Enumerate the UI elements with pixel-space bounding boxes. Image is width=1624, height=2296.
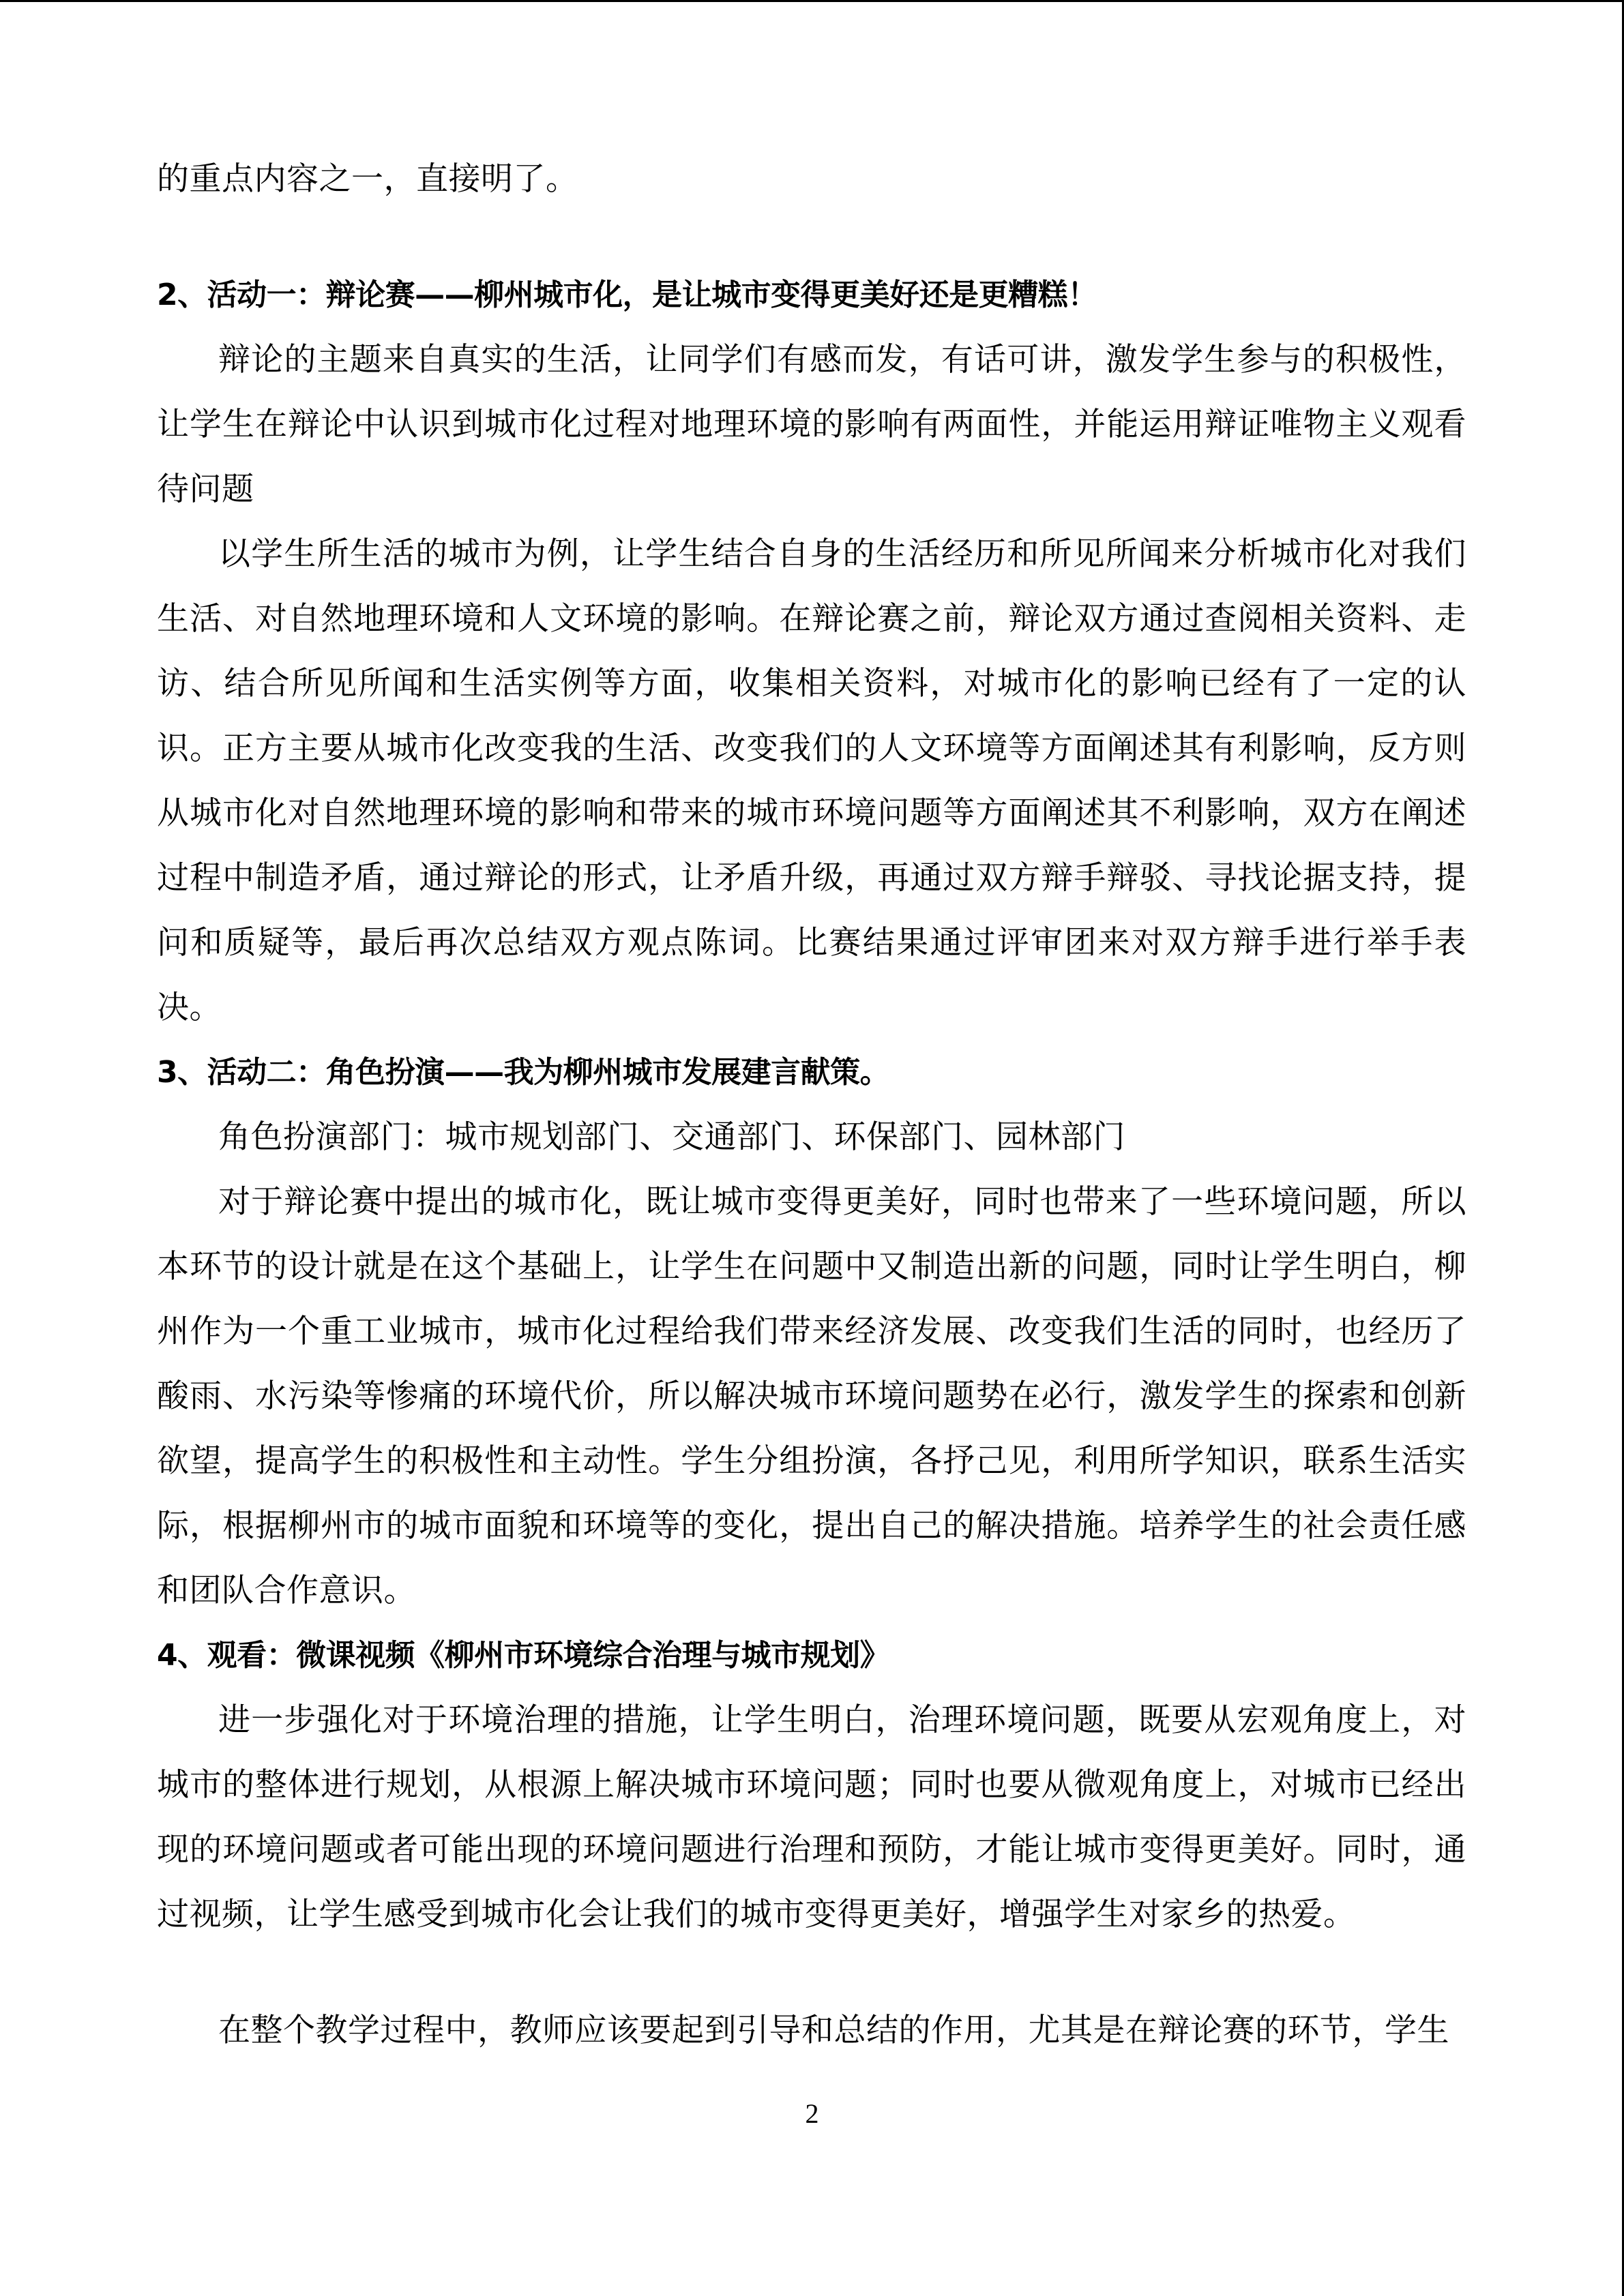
page-number: 2 <box>805 2098 819 2129</box>
section-4-paragraph-1: 进一步强化对于环境治理的措施，让学生明白，治理环境问题，既要从宏观角度上，对城市的整体进行规划，从根源上解决城市环境问题；同时也要从微观角度上，对城市已经出现的环境问题或者可能出现的环境问题进行治理和预防，才能让城市变得更美好。同时，通过视频，让学生感受到城市化会让我们的城市变得更美好，增强学生对家乡的热爱。 <box>157 1701 1466 1933</box>
closing-paragraph: 在整个教学过程中，教师应该要起到引导和总结的作用，尤其是在辩论赛的环节，学生 <box>218 2012 1449 2049</box>
section-4-heading: 4、观看：微课视频《柳州市环境综合治理与城市规划》 <box>157 1638 890 1673</box>
section-3-paragraph-2: 对于辩论赛中提出的城市化，既让城市变得更美好，同时也带来了一些环境问题，所以本环节的设计就是在这个基础上，让学生在问题中又制造出新的问题，同时让学生明白，柳州作为一个重工业城市，城市化过程给我们带来经济发展、改变我们生活的同时，也经历了酸雨、水污染等惨痛的环境代价，所以解决城市环境问题势在必行，激发学生的探索和创新欲望，提高学生的积极性和主动性。学生分组扮演，各抒己见，利用所学知识，联系生活实际，根据柳州市的城市面貌和环境等的变化，提出自己的解决措施。培养学生的社会责任感和团队合作意识。 <box>157 1183 1466 1609</box>
section-2-paragraph-1: 辩论的主题来自真实的生活，让同学们有感而发，有话可讲，激发学生参与的积极性，让学生在辩论中认识到城市化过程对地理环境的影响有两面性，并能运用辩证唯物主义观看待问题 <box>157 341 1466 508</box>
intro-tail-paragraph: 的重点内容之一，直接明了。 <box>157 160 578 198</box>
section-3-heading: 3、活动二：角色扮演——我为柳州城市发展建言献策。 <box>157 1055 890 1090</box>
spacer <box>157 1947 1466 1998</box>
document-page <box>157 147 1466 2063</box>
section-3-paragraph-1: 角色扮演部门：城市规划部门、交通部门、环保部门、园林部门 <box>218 1118 1125 1156</box>
section-2-heading: 2、活动一：辩论赛——柳州城市化，是让城市变得更美好还是更糟糕！ <box>157 278 1097 312</box>
spacer <box>157 211 1466 263</box>
section-2-paragraph-2: 以学生所生活的城市为例，让学生结合自身的生活经历和所见所闻来分析城市化对我们生活、对自然地理环境和人文环境的影响。在辩论赛之前，辩论双方通过查阅相关资料、走访、结合所见所闻和生活实例等方面，收集相关资料，对城市化的影响已经有了一定的认识。正方主要从城市化改变我的生活、改变我们的人文环境等方面阐述其有利影响，反方则从城市化对自然地理环境的影响和带来的城市环境问题等方面阐述其不利影响，双方在阐述过程中制造矛盾，通过辩论的形式，让矛盾升级，再通过双方辩手辩驳、寻找论据支持，提问和质疑等，最后再次总结双方观点陈词。比赛结果通过评审团来对双方辩手进行举手表决。 <box>157 535 1466 1026</box>
